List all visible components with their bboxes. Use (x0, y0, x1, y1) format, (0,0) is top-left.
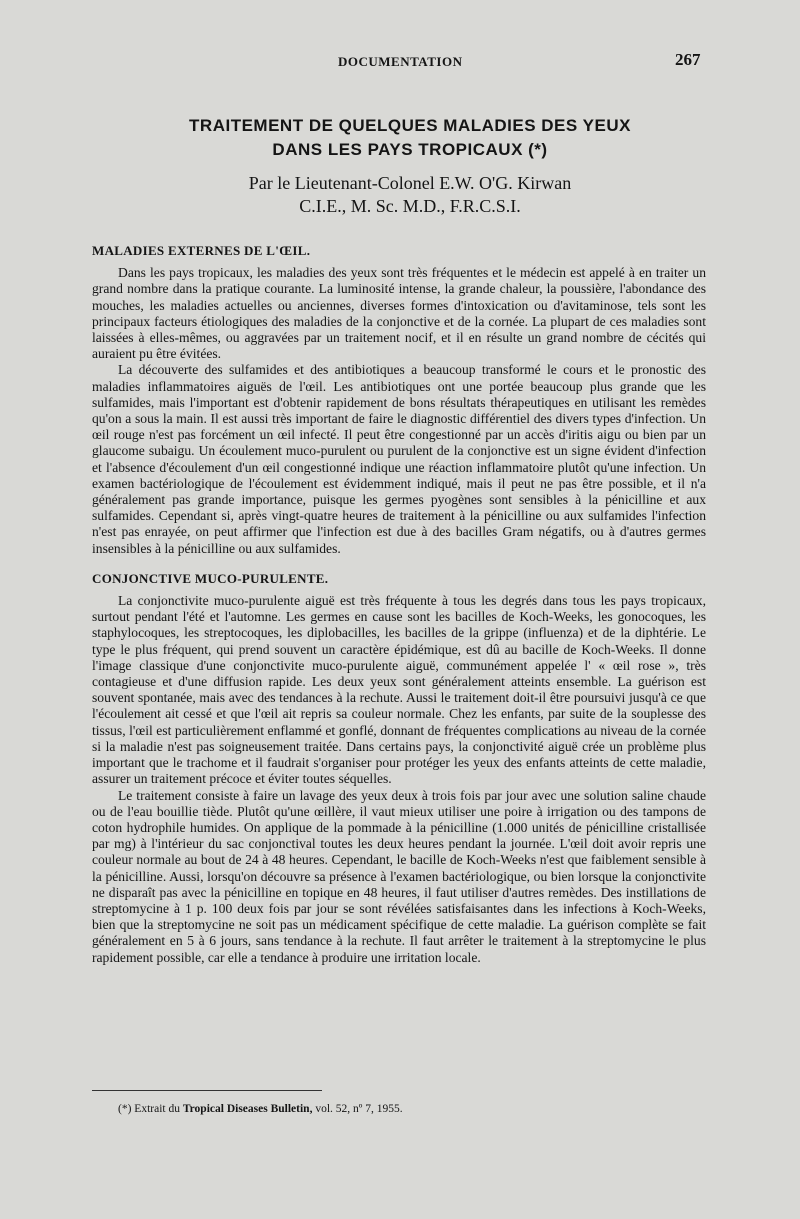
author-block (110, 172, 710, 218)
footnote-text-before: Extrait du (131, 1103, 183, 1115)
article-body (92, 243, 706, 966)
paragraph: La conjonctivite muco-purulente aiguë est très fréquente à tous les degrés dans tous les pays tropicaux, surtout pendant l'été et l'automne. Les germes en cause sont les bacilles de Koch-Weeks, les gonocoques, les staphylocoques, les streptocoques, les diplobacilles, les bacilles de la grippe (influenza) et de la diphtérie. Le type le plus fréquent, qui prend souvent un caractère épidémique, est dû au bacille de Koch-Weeks. Il donne l'image classique d'une conjonctivite muco-purulente aiguë, communément appelée l' « œil rose », très contagieuse et d'une diffusion rapide. Les deux yeux sont généralement atteints ensemble. La guérison est souvent spontanée, mais avec des tendances à la rechute. Aussi le traitement doit-il être poursuivi jusqu'à ce que l'écoulement ait cessé et que l'œil ait repris sa couleur normale. Chez les enfants, par suite de la souplesse des tissus, l'œil est particulièrement enflammé et gonflé, donnant de fréquentes complications au niveau de la cornée si la maladie n'est pas soigneusement traitée. Dans certains pays, la conjonctivité aiguë crée un problème plus important que le trachome et il faudrait s'organiser pour protéger les yeux des enfants atteints de cette maladie, assurer un traitement précoce et éviter toutes séquelles. (92, 593, 706, 787)
article-title (100, 114, 720, 162)
paragraph: Dans les pays tropicaux, les maladies des yeux sont très fréquentes et le médecin est appelé à en traiter un grand nombre dans la pratique courante. La luminosité intense, la grande chaleur, la poussière, l'abondance des mouches, les maladies actuelles ou anciennes, diverses formes d'intoxication ou d'avitaminose, tels sont les principaux facteurs étiologiques des maladies de la conjonctive et de la cornée. La plupart de ces maladies sont laissées à elles-mêmes, ou aggravées par un traitement nocif, et il en résulte un grand nombre de cécités qui auraient pu être évitées. (92, 265, 706, 362)
author-credentials: C.I.E., M. Sc. M.D., F.R.C.S.I. (299, 196, 521, 216)
page-number: 267 (675, 50, 701, 69)
footnote (118, 1103, 403, 1115)
section-heading-external-diseases: MALADIES EXTERNES DE L'ŒIL. (92, 243, 311, 258)
article-title-line-2: DANS LES PAYS TROPICAUX (*) (272, 140, 548, 159)
section-heading-conjunctivitis: CONJONCTIVE MUCO-PURULENTE. (92, 570, 329, 586)
author-name: Par le Lieutenant-Colonel E.W. O'G. Kirwan (248, 173, 572, 193)
article-title-line-1: TRAITEMENT DE QUELQUES MALADIES DES YEUX (189, 116, 631, 135)
running-title: DOCUMENTATION (338, 54, 463, 69)
paragraph: Le traitement consiste à faire un lavage des yeux deux à trois fois par jour avec une solution saline chaude ou de l'eau bouillie tiède. Plutôt qu'une œillère, il vaut mieux utiliser une poire à irrigation ou des tampons de coton hydrophile humides. On applique de la pommade à la pénicilline (1.000 unités de pénicilline cristallisée par mg) à l'intérieur du sac conjonctival toutes les deux heures pendant la journée. L'œil doit avoir repris une couleur normale au bout de 24 à 48 heures. Cependant, le bacille de Koch-Weeks n'est que faiblement sensible à la pénicilline. Aussi, lorsqu'on découvre sa présence à l'examen bactériologique, ou bien lorsque la conjonctivite ne disparaît pas avec la pénicilline en topique en 48 heures, il faut utiliser d'autres remèdes. Des instillations de streptomycine à 1 p. 100 deux fois par jour se sont révélées satisfaisantes dans les infections à Koch-Weeks, bien que la streptomycine ne soit pas un médicament spécifique de cette maladie. La guérison complète se fait généralement en 5 à 6 jours, sans tendance à la rechute. Il faut arrêter le traitement à la streptomycine le plus rapidement possible, car elle a tendance à produire une irritation locale. (92, 787, 706, 965)
footnote-divider (92, 1090, 322, 1091)
footnote-text-after: vol. 52, nº 7, 1955. (312, 1103, 403, 1115)
running-head (0, 50, 800, 74)
footnote-journal: Tropical Diseases Bulletin, (182, 1103, 313, 1115)
paragraph: La découverte des sulfamides et des antibiotiques a beaucoup transformé le cours et le pronostic des maladies inflammatoires aiguës de l'œil. Les antibiotiques ont une portée beaucoup plus grande que les sulfamides, mais l'important est d'obtenir rapidement de bons résultats thérapeutiques en utilisant les remèdes qu'on a sous la main. Il est aussi très important de faire le diagnostic différentiel des divers types d'infection. Un œil rouge n'est pas forcément un œil infecté. Il peut être congestionné par un accès d'iritis aigu ou bien par un glaucome subaigu. Un écoulement muco-purulent ou purulent de la conjonctive est un signe évident d'infection et l'absence d'écoulement d'un œil congestionné indique une réaction inflammatoire plutôt qu'une infection. Un examen bactériologique de l'écoulement est évidemment indiqué, mais il peut ne pas être possible, et il n'a généralement pas grande importance, puisque les germes pyogènes sont sensibles à la pénicilline et aux sulfamides. Cependant si, après vingt-quatre heures de traitement à la pénicilline ou aux sulfamides l'infection n'est pas enrayée, on peut affirmer que l'infection est due à des bacilles Gram négatifs, ou à d'autres germes insensibles à la pénicilline ou aux sulfamides. (92, 362, 706, 556)
footnote-marker: (*) (118, 1103, 132, 1115)
